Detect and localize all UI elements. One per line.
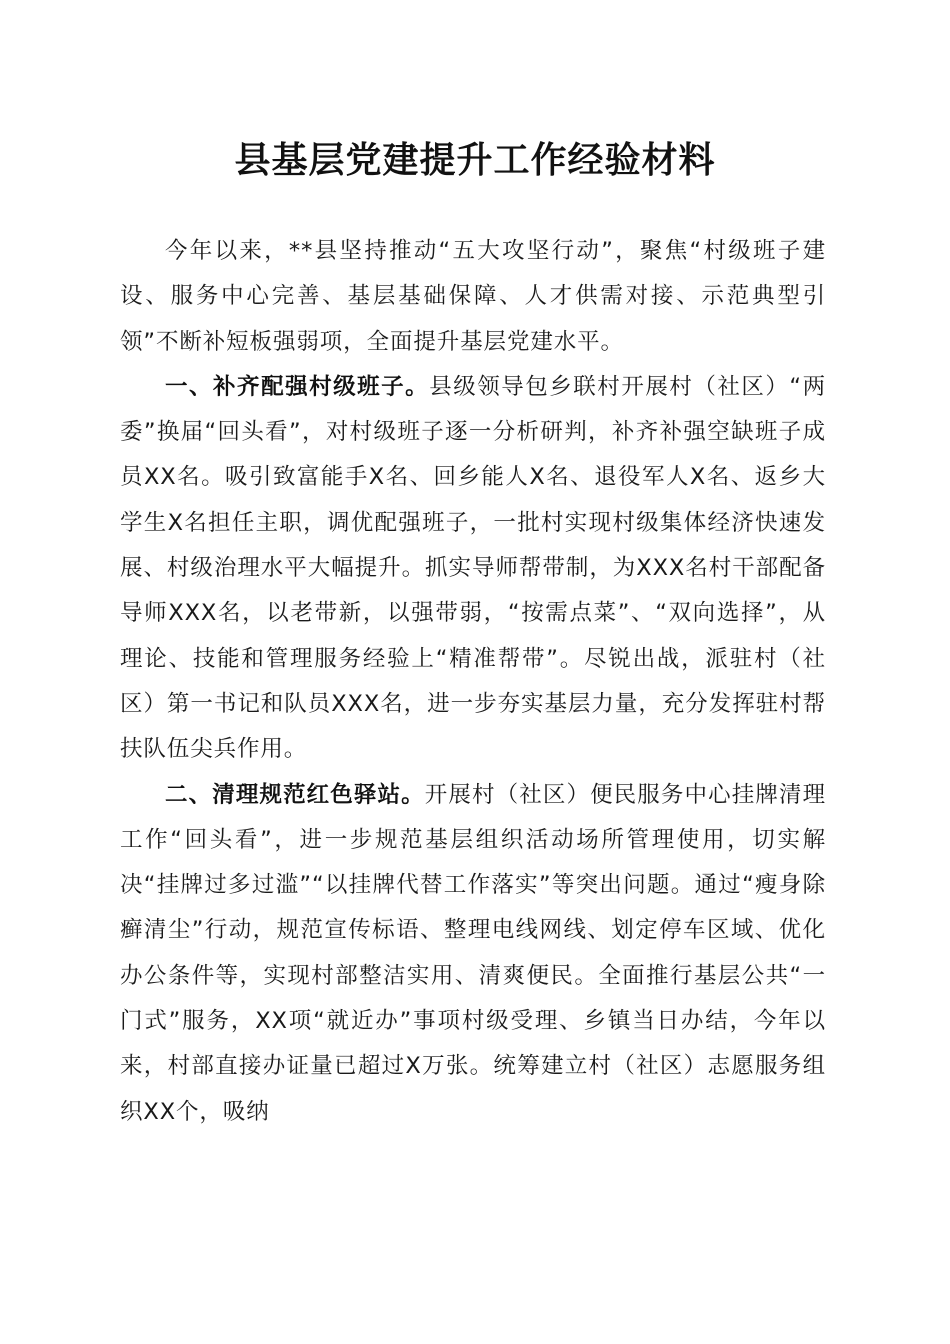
intro-paragraph: 今年以来，**县坚持推动“五大攻坚行动”，聚焦“村级班子建设、服务中心完善、基层基础保障、人才供需对接、示范典型引领”不断补短板强弱项，全面提升基层党建水平。	[120, 238, 826, 355]
document-body	[120, 229, 826, 1135]
section-2-heading: 二、清理规范红色驿站。	[165, 781, 425, 808]
section-1-paragraph	[120, 365, 826, 773]
section-1-text: 县级领导包乡联村开展村（社区）“两委”换届“回头看”，对村级班子逐一分析研判，补齐补强空缺班子成员XX名。吸引致富能手X名、回乡能人X名、退役军人X名、返乡大学生X名担任主职，调优配强班子，一批村实现村级集体经济快速发展、村级治理水平大幅提升。抓实导师帮带制，为XXX名村干部配备导师XXX名，以老带新，以强带弱，“按需点菜”、“双向选择”，从理论、技能和管理服务经验上“精准帮带”。尽锐出战，派驻村（社区）第一书记和队员XXX名，进一步夯实基层力量，充分发挥驻村帮扶队伍尖兵作用。	[120, 373, 826, 763]
document-title: 县基层党建提升工作经验材料	[234, 139, 716, 181]
section-1-heading: 一、补齐配强村级班子。	[165, 373, 430, 400]
section-2-paragraph	[120, 773, 826, 1135]
section-2-text: 开展村（社区）便民服务中心挂牌清理工作“回头看”，进一步规范基层组织活动场所管理使用，切实解决“挂牌过多过滥”“以挂牌代替工作落实”等突出问题。通过“瘦身除癣清尘”行动，规范宣传标语、整理电线网线、划定停车区域、优化办公条件等，实现村部整洁实用、清爽便民。全面推行基层公共“一门式”服务，XX项“就近办”事项村级受理、乡镇当日办结，今年以来，村部直接办证量已超过X万张。统筹建立村（社区）志愿服务组织XX个，吸纳	[120, 781, 826, 1125]
